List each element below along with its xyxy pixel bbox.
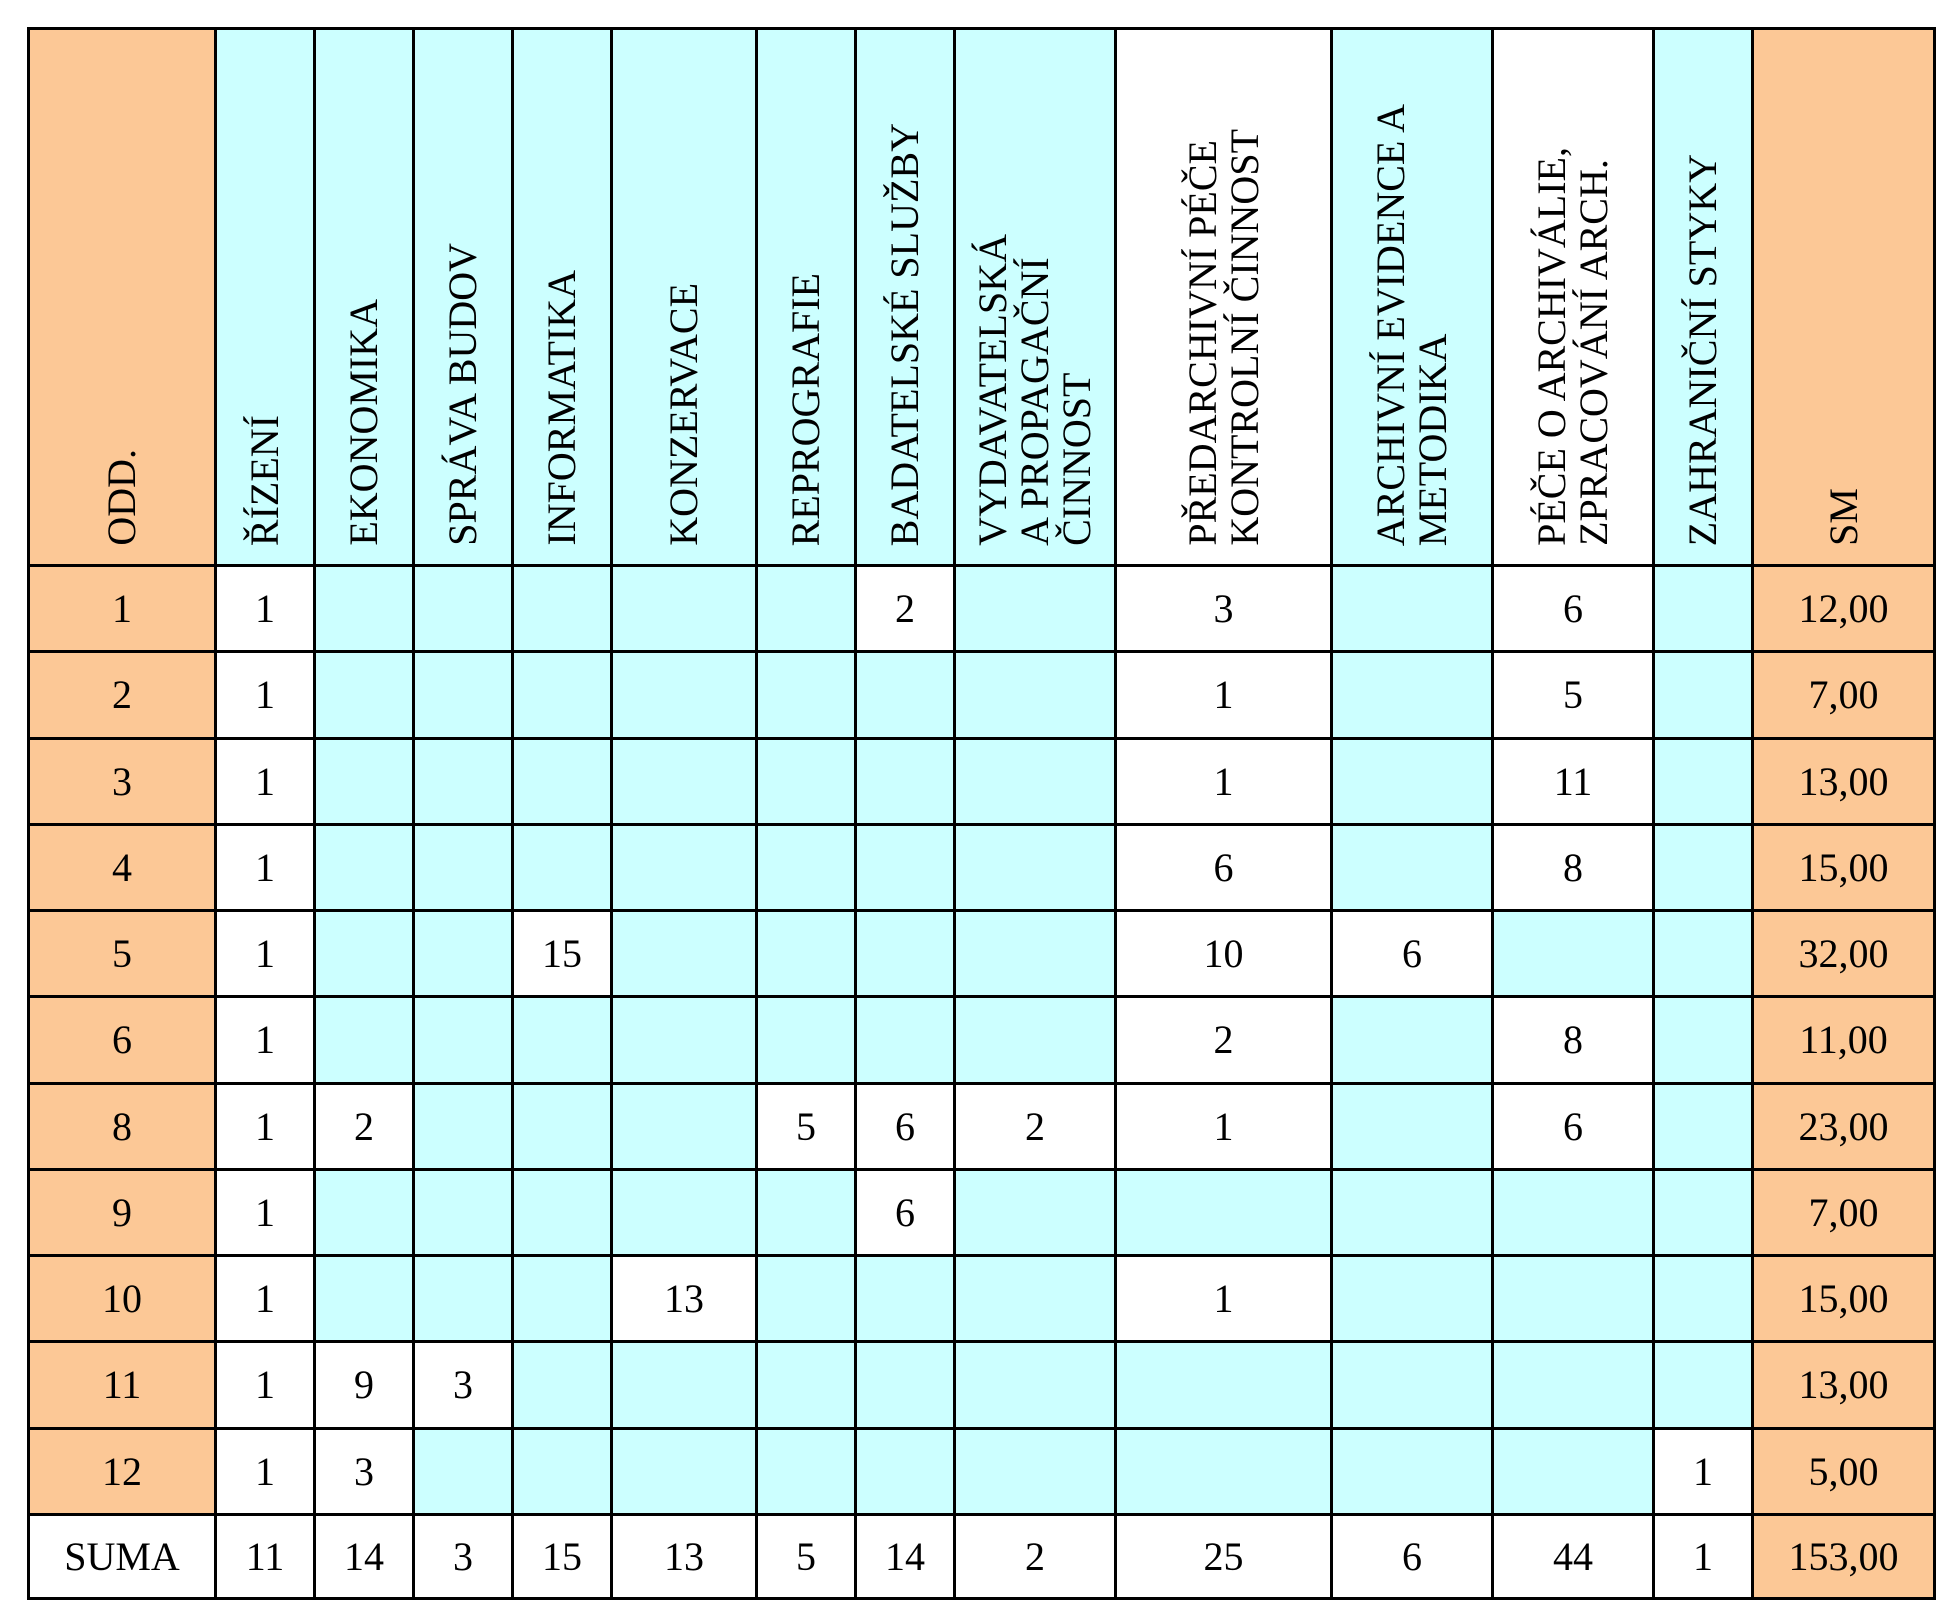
value-cell-c6 bbox=[757, 1428, 856, 1514]
value-cell-c11: 6 bbox=[1493, 566, 1654, 652]
value-cell-c12 bbox=[1654, 1169, 1753, 1255]
header-konzervace bbox=[612, 29, 757, 566]
value-cell-c3 bbox=[414, 738, 513, 824]
value-cell-c1: 1 bbox=[216, 1169, 315, 1255]
header-konzervace-label: KONZERVACE bbox=[661, 283, 706, 546]
value-cell-c7 bbox=[856, 824, 955, 910]
value-cell-c3: 3 bbox=[414, 1342, 513, 1428]
value-cell-c12 bbox=[1654, 997, 1753, 1083]
header-vydavatelska-line2: A PROPAGAČNÍ bbox=[1012, 257, 1057, 546]
header-badatelske-sluzby bbox=[856, 29, 955, 566]
odd-cell: 10 bbox=[29, 1256, 216, 1342]
value-cell-c11: 8 bbox=[1493, 997, 1654, 1083]
value-cell-c8 bbox=[955, 997, 1116, 1083]
value-cell-c7 bbox=[856, 997, 955, 1083]
header-ekonomika-label: EKONOMIKA bbox=[341, 299, 386, 546]
value-cell-c9: 6 bbox=[1116, 824, 1332, 910]
value-cell-c5 bbox=[612, 1169, 757, 1255]
value-cell-c6 bbox=[757, 652, 856, 738]
value-cell-c11 bbox=[1493, 1256, 1654, 1342]
value-cell-c4 bbox=[513, 1169, 612, 1255]
suma-c4: 15 bbox=[513, 1514, 612, 1598]
value-cell-c3 bbox=[414, 997, 513, 1083]
value-cell-c7 bbox=[856, 738, 955, 824]
value-cell-c4 bbox=[513, 1083, 612, 1169]
value-cell-c11: 5 bbox=[1493, 652, 1654, 738]
value-cell-c4 bbox=[513, 566, 612, 652]
suma-c9: 25 bbox=[1116, 1514, 1332, 1598]
value-cell-c4 bbox=[513, 1256, 612, 1342]
suma-c7: 14 bbox=[856, 1514, 955, 1598]
value-cell-c5 bbox=[612, 738, 757, 824]
value-cell-c5 bbox=[612, 566, 757, 652]
suma-c10: 6 bbox=[1332, 1514, 1493, 1598]
odd-cell: 4 bbox=[29, 824, 216, 910]
value-cell-c1: 1 bbox=[216, 824, 315, 910]
value-cell-c7: 6 bbox=[856, 1169, 955, 1255]
value-cell-c1: 1 bbox=[216, 1428, 315, 1514]
value-cell-c6 bbox=[757, 1256, 856, 1342]
sm-cell: 13,00 bbox=[1753, 738, 1935, 824]
suma-label: SUMA bbox=[29, 1514, 216, 1598]
header-sm-label: SM bbox=[1820, 488, 1866, 546]
value-cell-c7 bbox=[856, 1342, 955, 1428]
header-archivni-evidence-label bbox=[1370, 96, 1454, 554]
value-cell-c1: 1 bbox=[216, 1083, 315, 1169]
value-cell-c9: 3 bbox=[1116, 566, 1332, 652]
header-pece-label bbox=[1531, 139, 1615, 554]
sm-cell: 7,00 bbox=[1753, 1169, 1935, 1255]
value-cell-c3 bbox=[414, 1256, 513, 1342]
value-cell-c3 bbox=[414, 1083, 513, 1169]
value-cell-c4 bbox=[513, 652, 612, 738]
value-cell-c3 bbox=[414, 1428, 513, 1514]
table-row bbox=[29, 566, 1935, 652]
header-ekonomika bbox=[315, 29, 414, 566]
header-zahranicni-styky bbox=[1654, 29, 1753, 566]
suma-c6: 5 bbox=[757, 1514, 856, 1598]
value-cell-c3 bbox=[414, 911, 513, 997]
value-cell-c12 bbox=[1654, 1256, 1753, 1342]
odd-cell: 12 bbox=[29, 1428, 216, 1514]
odd-cell: 9 bbox=[29, 1169, 216, 1255]
table-row bbox=[29, 738, 1935, 824]
value-cell-c8 bbox=[955, 1342, 1116, 1428]
value-cell-c5 bbox=[612, 1342, 757, 1428]
header-predarchivni-line2: KONTROLNÍ ČINNOST bbox=[1221, 129, 1267, 546]
value-cell-c10 bbox=[1332, 738, 1493, 824]
value-cell-c12 bbox=[1654, 566, 1753, 652]
value-cell-c8: 2 bbox=[955, 1083, 1116, 1169]
value-cell-c10 bbox=[1332, 824, 1493, 910]
value-cell-c7 bbox=[856, 911, 955, 997]
header-row bbox=[29, 29, 1935, 566]
value-cell-c12 bbox=[1654, 652, 1753, 738]
value-cell-c8 bbox=[955, 911, 1116, 997]
table-row bbox=[29, 997, 1935, 1083]
header-zahranicni-styky-label: ZAHRANIČNÍ STYKY bbox=[1680, 153, 1725, 546]
table-row bbox=[29, 1169, 1935, 1255]
suma-c2: 14 bbox=[315, 1514, 414, 1598]
value-cell-c9: 1 bbox=[1116, 652, 1332, 738]
value-cell-c9 bbox=[1116, 1342, 1332, 1428]
table-body bbox=[29, 566, 1935, 1599]
value-cell-c7 bbox=[856, 652, 955, 738]
odd-cell: 1 bbox=[29, 566, 216, 652]
value-cell-c10 bbox=[1332, 566, 1493, 652]
header-rizeni-label: ŘÍZENÍ bbox=[242, 414, 287, 546]
value-cell-c4 bbox=[513, 1342, 612, 1428]
value-cell-c11: 11 bbox=[1493, 738, 1654, 824]
header-sm bbox=[1753, 29, 1935, 566]
sm-cell: 5,00 bbox=[1753, 1428, 1935, 1514]
header-informatika bbox=[513, 29, 612, 566]
value-cell-c10 bbox=[1332, 1083, 1493, 1169]
value-cell-c7: 6 bbox=[856, 1083, 955, 1169]
value-cell-c6 bbox=[757, 566, 856, 652]
value-cell-c10 bbox=[1332, 997, 1493, 1083]
value-cell-c11: 8 bbox=[1493, 824, 1654, 910]
table-row bbox=[29, 1428, 1935, 1514]
header-predarchivni-label bbox=[1179, 121, 1267, 554]
value-cell-c12 bbox=[1654, 738, 1753, 824]
value-cell-c1: 1 bbox=[216, 997, 315, 1083]
header-sprava-budov-label: SPRÁVA BUDOV bbox=[440, 243, 485, 546]
value-cell-c3 bbox=[414, 1169, 513, 1255]
value-cell-c8 bbox=[955, 738, 1116, 824]
header-predarchivni bbox=[1116, 29, 1332, 566]
suma-c8: 2 bbox=[955, 1514, 1116, 1598]
suma-c3: 3 bbox=[414, 1514, 513, 1598]
value-cell-c10: 6 bbox=[1332, 911, 1493, 997]
value-cell-c11 bbox=[1493, 911, 1654, 997]
value-cell-c2 bbox=[315, 824, 414, 910]
header-pece-line2: ZPRACOVÁNÍ ARCH. bbox=[1571, 159, 1616, 546]
value-cell-c1: 1 bbox=[216, 566, 315, 652]
value-cell-c1: 1 bbox=[216, 1342, 315, 1428]
value-cell-c3 bbox=[414, 652, 513, 738]
odd-cell: 5 bbox=[29, 911, 216, 997]
header-odd bbox=[29, 29, 216, 566]
value-cell-c6 bbox=[757, 911, 856, 997]
value-cell-c5: 13 bbox=[612, 1256, 757, 1342]
sm-cell: 11,00 bbox=[1753, 997, 1935, 1083]
odd-cell: 6 bbox=[29, 997, 216, 1083]
value-cell-c6 bbox=[757, 1169, 856, 1255]
header-archivni-line1: ARCHIVNÍ EVIDENCE A bbox=[1368, 103, 1413, 546]
odd-cell: 2 bbox=[29, 652, 216, 738]
value-cell-c9: 1 bbox=[1116, 1083, 1332, 1169]
suma-c5: 13 bbox=[612, 1514, 757, 1598]
value-cell-c9: 1 bbox=[1116, 1256, 1332, 1342]
header-predarchivni-line1: PŘEDARCHIVNÍ PÉČE bbox=[1179, 140, 1225, 546]
odd-cell: 3 bbox=[29, 738, 216, 824]
header-informatika-label: INFORMATIKA bbox=[539, 270, 584, 546]
suma-sm: 153,00 bbox=[1753, 1514, 1935, 1598]
value-cell-c10 bbox=[1332, 652, 1493, 738]
header-archivni-line2: METODIKA bbox=[1410, 333, 1455, 546]
header-rizeni bbox=[216, 29, 315, 566]
value-cell-c8 bbox=[955, 1169, 1116, 1255]
table-row bbox=[29, 1083, 1935, 1169]
header-sprava-budov bbox=[414, 29, 513, 566]
value-cell-c2: 3 bbox=[315, 1428, 414, 1514]
sm-cell: 32,00 bbox=[1753, 911, 1935, 997]
value-cell-c12 bbox=[1654, 824, 1753, 910]
value-cell-c6: 5 bbox=[757, 1083, 856, 1169]
sm-cell: 13,00 bbox=[1753, 1342, 1935, 1428]
suma-c11: 44 bbox=[1493, 1514, 1654, 1598]
header-vydavatelska bbox=[955, 29, 1116, 566]
sm-cell: 12,00 bbox=[1753, 566, 1935, 652]
sm-cell: 15,00 bbox=[1753, 1256, 1935, 1342]
value-cell-c2 bbox=[315, 911, 414, 997]
table-row bbox=[29, 824, 1935, 910]
suma-row bbox=[29, 1514, 1935, 1598]
value-cell-c2 bbox=[315, 1169, 414, 1255]
value-cell-c12: 1 bbox=[1654, 1428, 1753, 1514]
value-cell-c5 bbox=[612, 1083, 757, 1169]
value-cell-c3 bbox=[414, 566, 513, 652]
value-cell-c11 bbox=[1493, 1428, 1654, 1514]
table-row bbox=[29, 652, 1935, 738]
value-cell-c10 bbox=[1332, 1428, 1493, 1514]
value-cell-c9 bbox=[1116, 1169, 1332, 1255]
value-cell-c11 bbox=[1493, 1342, 1654, 1428]
sm-cell: 7,00 bbox=[1753, 652, 1935, 738]
header-vydavatelska-line3: ČINNOST bbox=[1054, 372, 1099, 546]
header-reprografie bbox=[757, 29, 856, 566]
staffing-table bbox=[27, 27, 1936, 1600]
value-cell-c4 bbox=[513, 738, 612, 824]
table-row bbox=[29, 911, 1935, 997]
value-cell-c5 bbox=[612, 652, 757, 738]
suma-c1: 11 bbox=[216, 1514, 315, 1598]
value-cell-c12 bbox=[1654, 911, 1753, 997]
value-cell-c8 bbox=[955, 652, 1116, 738]
value-cell-c8 bbox=[955, 1428, 1116, 1514]
header-badatelske-sluzby-label: BADATELSKÉ SLUŽBY bbox=[882, 122, 927, 546]
value-cell-c8 bbox=[955, 824, 1116, 910]
value-cell-c2 bbox=[315, 738, 414, 824]
value-cell-c6 bbox=[757, 997, 856, 1083]
odd-cell: 8 bbox=[29, 1083, 216, 1169]
value-cell-c6 bbox=[757, 824, 856, 910]
header-vydavatelska-label bbox=[972, 226, 1098, 554]
table-row bbox=[29, 1256, 1935, 1342]
value-cell-c1: 1 bbox=[216, 652, 315, 738]
header-reprografie-label: REPROGRAFIE bbox=[783, 272, 828, 546]
value-cell-c4 bbox=[513, 997, 612, 1083]
sm-cell: 15,00 bbox=[1753, 824, 1935, 910]
header-archivni-evidence bbox=[1332, 29, 1493, 566]
value-cell-c2 bbox=[315, 652, 414, 738]
header-vydavatelska-line1: VYDAVATELSKÁ bbox=[970, 234, 1015, 546]
header-pece-line1: PÉČE O ARCHIVÁLIE, bbox=[1529, 147, 1574, 546]
value-cell-c12 bbox=[1654, 1083, 1753, 1169]
value-cell-c5 bbox=[612, 1428, 757, 1514]
value-cell-c4 bbox=[513, 1428, 612, 1514]
sm-cell: 23,00 bbox=[1753, 1083, 1935, 1169]
value-cell-c9: 2 bbox=[1116, 997, 1332, 1083]
value-cell-c9 bbox=[1116, 1428, 1332, 1514]
value-cell-c12 bbox=[1654, 1342, 1753, 1428]
value-cell-c7 bbox=[856, 1256, 955, 1342]
value-cell-c10 bbox=[1332, 1256, 1493, 1342]
value-cell-c5 bbox=[612, 997, 757, 1083]
value-cell-c7: 2 bbox=[856, 566, 955, 652]
odd-cell: 11 bbox=[29, 1342, 216, 1428]
value-cell-c9: 10 bbox=[1116, 911, 1332, 997]
value-cell-c1: 1 bbox=[216, 911, 315, 997]
header-odd-label: ODD. bbox=[99, 449, 144, 546]
value-cell-c10 bbox=[1332, 1342, 1493, 1428]
value-cell-c2: 2 bbox=[315, 1083, 414, 1169]
value-cell-c4 bbox=[513, 824, 612, 910]
value-cell-c10 bbox=[1332, 1169, 1493, 1255]
value-cell-c2 bbox=[315, 997, 414, 1083]
value-cell-c7 bbox=[856, 1428, 955, 1514]
value-cell-c4: 15 bbox=[513, 911, 612, 997]
suma-c12: 1 bbox=[1654, 1514, 1753, 1598]
value-cell-c2: 9 bbox=[315, 1342, 414, 1428]
value-cell-c8 bbox=[955, 566, 1116, 652]
value-cell-c1: 1 bbox=[216, 738, 315, 824]
value-cell-c5 bbox=[612, 824, 757, 910]
value-cell-c6 bbox=[757, 1342, 856, 1428]
value-cell-c2 bbox=[315, 566, 414, 652]
value-cell-c1: 1 bbox=[216, 1256, 315, 1342]
value-cell-c11 bbox=[1493, 1169, 1654, 1255]
value-cell-c9: 1 bbox=[1116, 738, 1332, 824]
value-cell-c2 bbox=[315, 1256, 414, 1342]
table-row bbox=[29, 1342, 1935, 1428]
header-pece-o-archivalie bbox=[1493, 29, 1654, 566]
value-cell-c6 bbox=[757, 738, 856, 824]
value-cell-c11: 6 bbox=[1493, 1083, 1654, 1169]
value-cell-c5 bbox=[612, 911, 757, 997]
value-cell-c8 bbox=[955, 1256, 1116, 1342]
value-cell-c3 bbox=[414, 824, 513, 910]
